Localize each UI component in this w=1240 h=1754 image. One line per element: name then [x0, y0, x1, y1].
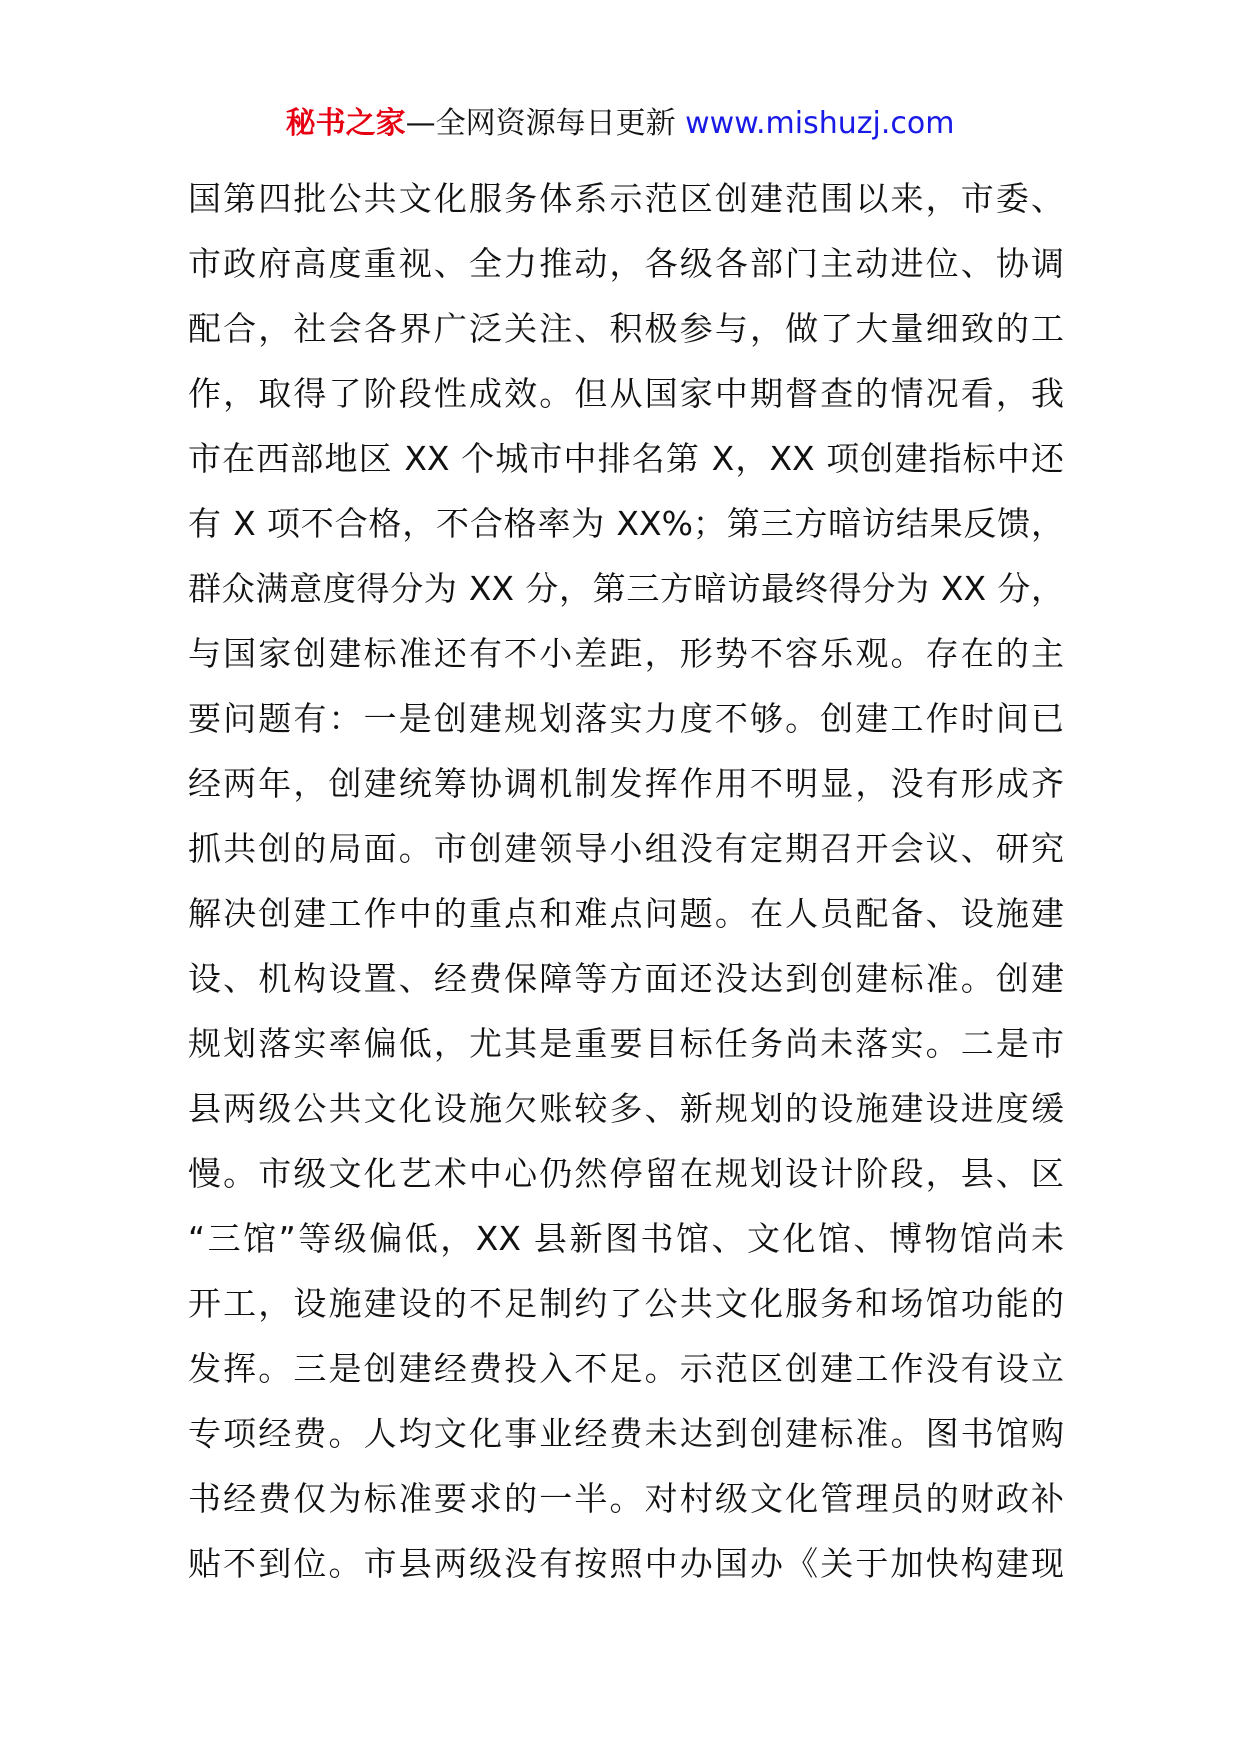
text-line: 群众满意度得分为 XX 分，第三方暗访最终得分为 XX 分， — [188, 569, 1064, 608]
text-line: 市政府高度重视、全力推动，各级各部门主动进位、协调 — [188, 244, 1064, 283]
page-header — [0, 104, 1240, 144]
text-line: 配合，社会各界广泛关注、积极参与，做了大量细致的工 — [188, 309, 1064, 348]
text-line: 抓共创的局面。市创建领导小组没有定期召开会议、研究 — [188, 829, 1064, 868]
text-line: 经两年，创建统筹协调机制发挥作用不明显，没有形成齐 — [188, 764, 1064, 803]
text-line: 书经费仅为标准要求的一半。对村级文化管理员的财政补 — [188, 1479, 1064, 1518]
text-line: 专项经费。人均文化事业经费未达到创建标准。图书馆购 — [188, 1414, 1064, 1453]
text-line: 慢。市级文化艺术中心仍然停留在规划设计阶段，县、区 — [188, 1154, 1064, 1193]
text-line: 发挥。三是创建经费投入不足。示范区创建工作没有设立 — [188, 1349, 1064, 1388]
header-url-link[interactable]: www.mishuzj.com — [685, 106, 955, 141]
text-line: 开工，设施建设的不足制约了公共文化服务和场馆功能的 — [188, 1284, 1064, 1323]
text-line: 作，取得了阶段性成效。但从国家中期督查的情况看，我 — [188, 374, 1064, 413]
text-line: 规划落实率偏低，尤其是重要目标任务尚未落实。二是市 — [188, 1024, 1064, 1063]
body-text — [188, 166, 1064, 1596]
text-line: 贴不到位。市县两级没有按照中办国办《关于加快构建现 — [188, 1544, 1064, 1583]
text-line: 国第四批公共文化服务体系示范区创建范围以来，市委、 — [188, 179, 1064, 218]
text-line: 有 X 项不合格，不合格率为 XX%；第三方暗访结果反馈， — [188, 504, 1064, 543]
text-line: 设、机构设置、经费保障等方面还没达到创建标准。创建 — [188, 959, 1064, 998]
text-line: 与国家创建标准还有不小差距，形势不容乐观。存在的主 — [188, 634, 1064, 673]
text-line: 县两级公共文化设施欠账较多、新规划的设施建设进度缓 — [188, 1089, 1064, 1128]
header-tagline: —全网资源每日更新 — [405, 106, 676, 141]
text-line: 解决创建工作中的重点和难点问题。在人员配备、设施建 — [188, 894, 1064, 933]
text-line: 市在西部地区 XX 个城市中排名第 X，XX 项创建指标中还 — [188, 439, 1064, 478]
text-line: “三馆”等级偏低，XX 县新图书馆、文化馆、博物馆尚未 — [188, 1219, 1064, 1258]
text-line: 要问题有：一是创建规划落实力度不够。创建工作时间已 — [188, 699, 1064, 738]
header-brand: 秘书之家 — [285, 106, 406, 141]
